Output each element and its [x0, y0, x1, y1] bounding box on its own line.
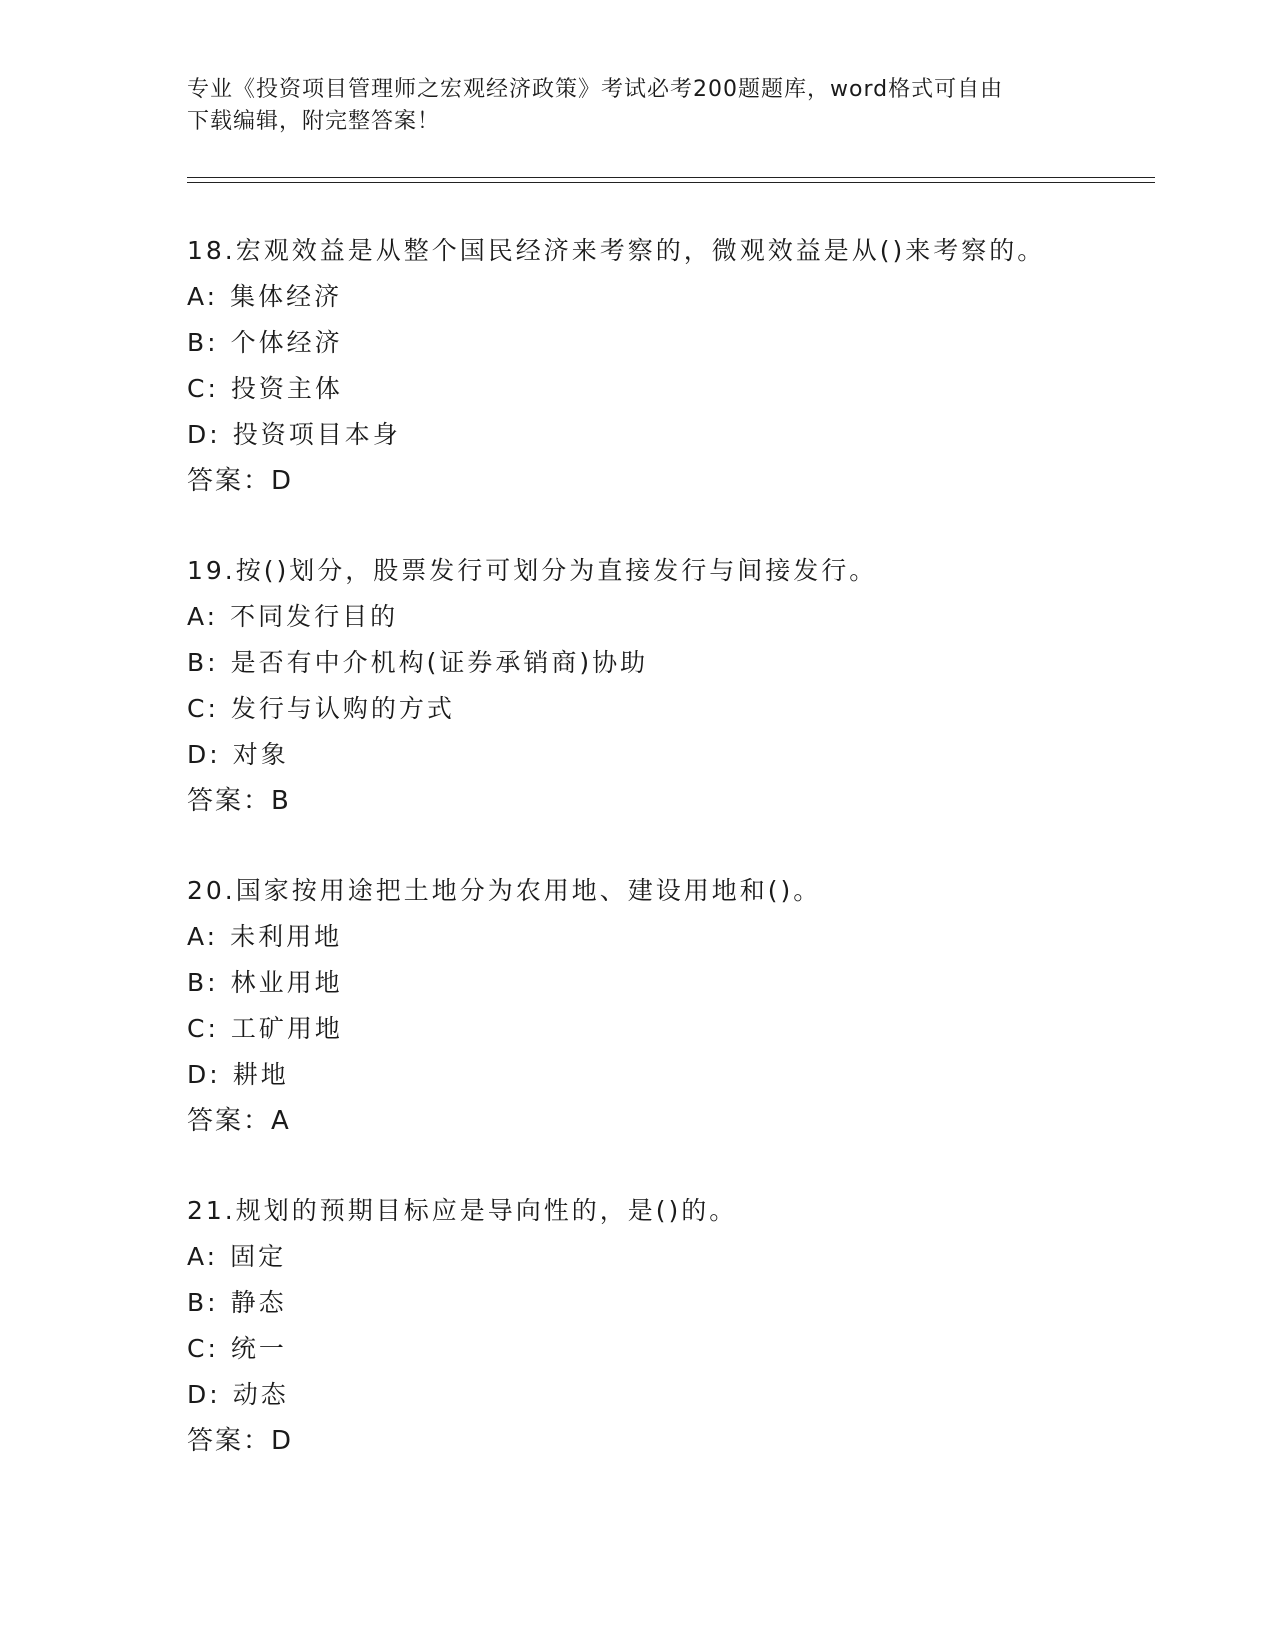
option-text: 是否有中介机构(证券承销商)协助	[230, 648, 649, 677]
option-letter: B:	[187, 968, 219, 997]
answer-line: 答案：B	[187, 786, 291, 816]
option-letter: A:	[187, 1242, 219, 1271]
option-d	[187, 732, 1147, 778]
option-text: 林业用地	[230, 968, 343, 997]
option-letter: A:	[187, 922, 219, 951]
option-a	[187, 914, 1147, 960]
option-text: 动态	[232, 1380, 289, 1409]
option-text: 未利用地	[230, 922, 343, 951]
option-letter: A:	[187, 602, 219, 631]
option-letter: C:	[187, 694, 219, 723]
option-letter: B:	[187, 328, 219, 357]
option-b	[187, 960, 1147, 1006]
option-c	[187, 686, 1147, 732]
option-text: 对象	[232, 740, 289, 769]
question-18	[187, 228, 1147, 504]
option-text: 不同发行目的	[230, 602, 399, 631]
option-b	[187, 1280, 1147, 1326]
option-b	[187, 320, 1147, 366]
option-b	[187, 640, 1147, 686]
answer-line: 答案：A	[187, 1106, 291, 1136]
option-a	[187, 1234, 1147, 1280]
option-text: 投资项目本身	[232, 420, 401, 449]
question-20	[187, 868, 1147, 1144]
option-text: 发行与认购的方式	[230, 694, 455, 723]
document-header	[187, 74, 1067, 138]
option-a	[187, 594, 1147, 640]
answer-line: 答案：D	[187, 1426, 294, 1456]
question-21	[187, 1188, 1147, 1464]
header-line-2: 下载编辑，附完整答案！	[187, 109, 441, 134]
option-d	[187, 1052, 1147, 1098]
question-stem: 21.规划的预期目标应是导向性的，是()的。	[187, 1196, 738, 1225]
option-letter: C:	[187, 1014, 219, 1043]
option-letter: C:	[187, 374, 219, 403]
option-letter: D:	[187, 420, 221, 449]
option-letter: D:	[187, 740, 221, 769]
option-text: 统一	[230, 1334, 287, 1363]
question-stem: 18.宏观效益是从整个国民经济来考察的，微观效益是从()来考察的。	[187, 236, 1046, 265]
option-c	[187, 366, 1147, 412]
answer-line: 答案：D	[187, 466, 294, 496]
option-letter: D:	[187, 1060, 221, 1089]
option-text: 静态	[230, 1288, 287, 1317]
option-letter: B:	[187, 648, 219, 677]
option-a	[187, 274, 1147, 320]
option-c	[187, 1006, 1147, 1052]
header-line-1: 专业《投资项目管理师之宏观经济政策》考试必考200题题库，word格式可自由	[187, 77, 1004, 102]
option-d	[187, 1372, 1147, 1418]
option-letter: D:	[187, 1380, 221, 1409]
option-letter: A:	[187, 282, 219, 311]
header-divider-top	[187, 177, 1155, 178]
option-letter: B:	[187, 1288, 219, 1317]
option-text: 耕地	[232, 1060, 289, 1089]
option-d	[187, 412, 1147, 458]
option-text: 投资主体	[230, 374, 343, 403]
question-stem: 20.国家按用途把土地分为农用地、建设用地和()。	[187, 876, 822, 905]
option-text: 工矿用地	[230, 1014, 343, 1043]
option-c	[187, 1326, 1147, 1372]
question-19	[187, 548, 1147, 824]
option-text: 固定	[230, 1242, 287, 1271]
question-stem: 19.按()划分，股票发行可划分为直接发行与间接发行。	[187, 556, 878, 585]
option-text: 集体经济	[230, 282, 343, 311]
header-divider-bottom	[187, 182, 1155, 183]
option-text: 个体经济	[230, 328, 343, 357]
option-letter: C:	[187, 1334, 219, 1363]
